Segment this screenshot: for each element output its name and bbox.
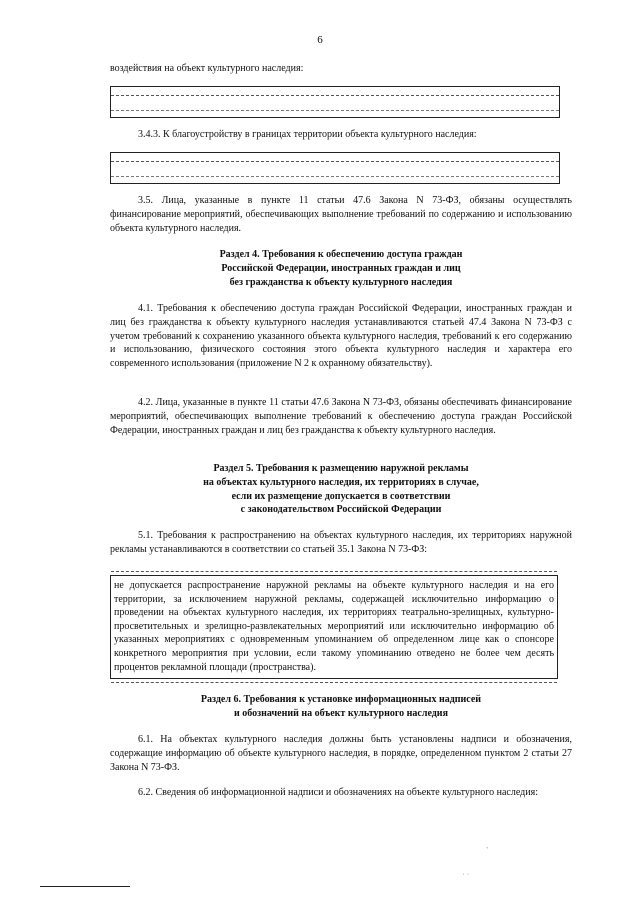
paragraph-6-2: 6.2. Сведения об информационной надписи и обозначениях на объекте культурного наследия: [138, 787, 538, 798]
page-number: 6 [317, 34, 323, 46]
section-5-heading [110, 462, 572, 517]
section-6-heading [110, 693, 572, 721]
section-5-heading-line-1: Раздел 5. Требования к размещению наружной рекламы [213, 463, 469, 474]
scan-speck: ˙ ˙ [462, 872, 470, 881]
section-6-heading-line-1: Раздел 6. Требования к установке информационных надписей [200, 694, 482, 705]
advertising-rules-box [110, 575, 558, 679]
paragraph-3-4-3: 3.4.3. К благоустройству в границах территории объекта культурного наследия: [138, 129, 477, 140]
empty-field-box-impact [110, 86, 560, 118]
section-5-heading-line-2: на объектах культурного наследия, их территориях в случае, [203, 476, 479, 488]
scan-speck: ` [486, 846, 489, 855]
section-5-heading-line-4: с законодательством Российской Федерации [240, 504, 442, 516]
paragraph-6-1: 6.1. На объектах культурного наследия должны быть установлены надписи и обозначения, содержащие информацию об объекте культурного наследия, в порядке, определенном пунктом 2 статьи 27 Закона N 73-ФЗ. [110, 734, 572, 773]
advertising-rules-text: не допускается распространение наружной рекламы на объекте культурного наследия и на его территории, за исключением наружной рекламы, содержащей исключительно информацию о проведении на объектах культурного наследия, их территориях театрально-зрелищных, культурно-просветительных и зрелищно-развлекательных мероприятий или исключительно информацию об указанных мероприятиях с одновременным упоминанием об определенном лице как о спонсоре конкретного мероприятия при условии, если такому упоминанию отведено не более чем десять процентов рекламной площади (пространства). [114, 580, 554, 673]
section-4-heading [110, 248, 572, 289]
paragraph-5-1: 5.1. Требования к распространению на объектах культурного наследия, их территориях наружной рекламы устанавливаются в соответствии со статьей 35.1 Закона N 73-ФЗ: [110, 530, 572, 555]
empty-field-box-landscaping [110, 152, 560, 184]
footnote-separator-line [40, 886, 130, 887]
paragraph-4-1: 4.1. Требования к обеспечению доступа граждан Российской Федерации, иностранных граждан и лиц без гражданства к объекту культурного наследия устанавливаются статьей 47.4 Закона N 73-ФЗ с учетом требований к сохранению указанного объекта культурного наследия, требований к его содержанию и использованию, физического состояния этого объекта культурного наследия и характера его современного использования (приложение N 2 к охранному обязательству). [110, 303, 572, 370]
section-5-heading-line-3: если их размещение допускается в соответствии [231, 490, 451, 502]
paragraph-4-2: 4.2. Лица, указанные в пункте 11 статьи 47.6 Закона N 73-ФЗ, обязаны обеспечивать финансирование мероприятий, обеспечивающих выполнение требований к обеспечению доступа граждан Российской Федерации, иностранных граждан и лиц без гражданства к объекту культурного наследия. [110, 397, 572, 436]
section-4-heading-line-3: без гражданства к объекту культурного наследия [229, 276, 453, 288]
section-4-heading-line-2: Российской Федерации, иностранных граждан и лиц [221, 262, 461, 274]
paragraph-3-5: 3.5. Лица, указанные в пункте 11 статьи 47.6 Закона N 73-ФЗ, обязаны осуществлять финансирование мероприятий, обеспечивающих выполнение требований по содержанию и использованию объекта культурного наследия. [110, 195, 572, 234]
section-4-heading-line-1: Раздел 4. Требования к обеспечению доступа граждан [219, 249, 463, 260]
section-6-heading-line-2: и обозначений на объект культурного наследия [234, 707, 448, 719]
paragraph-impact: воздействия на объект культурного наследия: [110, 63, 304, 74]
